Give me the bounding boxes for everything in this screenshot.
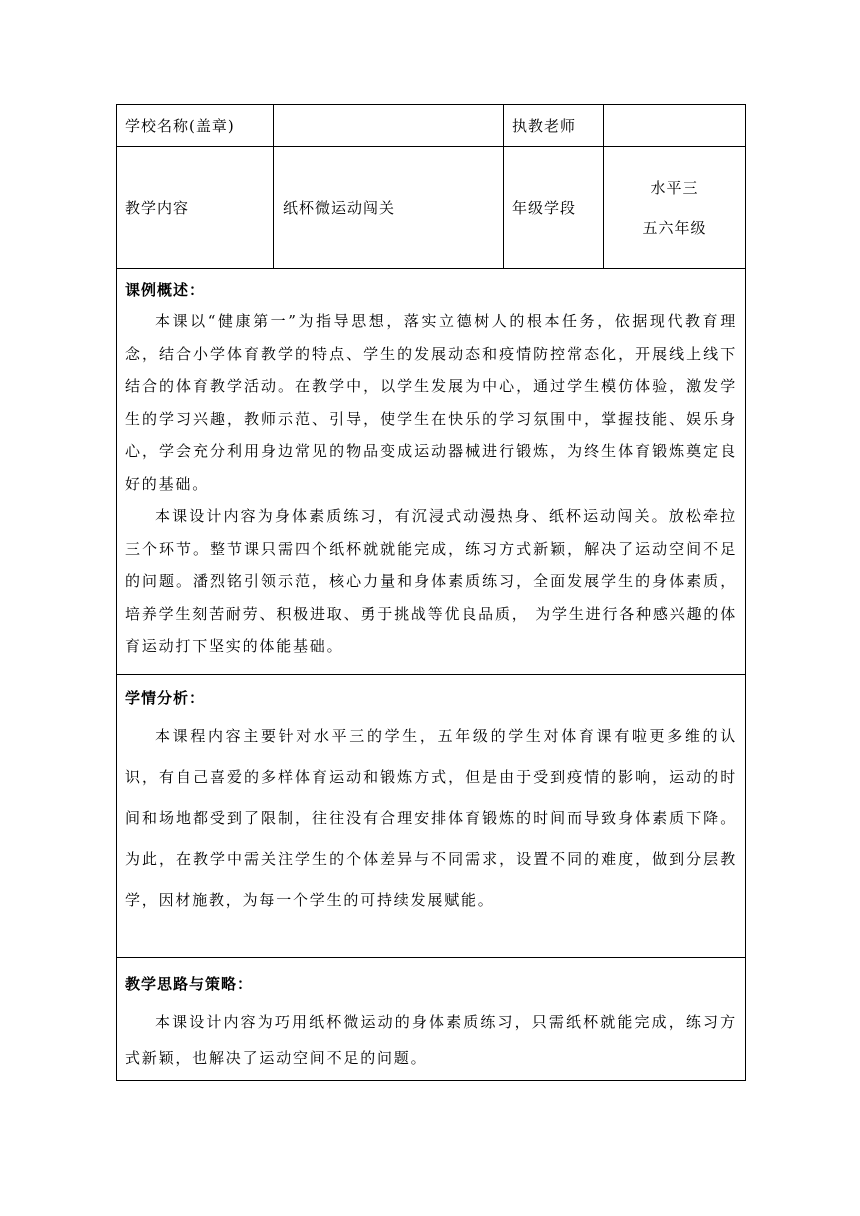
teaching-content-label: 教学内容 — [117, 147, 274, 269]
analysis-section — [117, 675, 746, 958]
school-name-label: 学校名称(盖章) — [117, 105, 274, 147]
teacher-value — [604, 105, 746, 147]
teaching-content-value: 纸杯微运动闯关 — [274, 147, 504, 269]
table-row — [117, 105, 746, 147]
section-title: 课例概述： — [125, 281, 206, 299]
grade-level-line: 五六年级 — [642, 218, 707, 237]
section-title: 教学思路与策略： — [125, 975, 254, 993]
grade-level-value — [604, 147, 746, 269]
grade-level-line: 水平三 — [650, 178, 699, 197]
paragraph: 本课设计内容为巧用纸杯微运动的身体素质练习，只需纸杯就能完成，练习方式新颖，也解决了运动空间不足的问题。 — [125, 1013, 737, 1067]
table-row — [117, 147, 746, 269]
school-name-value — [274, 105, 504, 147]
paragraph: 本课程内容主要针对水平三的学生，五年级的学生对体育课有啦更多维的认识，有自己喜爱的多样体育运动和锻炼方式，但是由于受到疫情的影响，运动的时间和场地都受到了限制，往往没有合理安排体育锻炼的时间而导致身体素质下降。为此，在教学中需关注学生的个体差异与不同需求，设置不同的难度，做到分层教学，因材施教，为每一个学生的可持续发展赋能。 — [125, 727, 737, 909]
table-row — [117, 958, 746, 1081]
overview-section — [117, 269, 746, 675]
grade-level-label: 年级学段 — [504, 147, 604, 269]
table-row — [117, 675, 746, 958]
teacher-label: 执教老师 — [504, 105, 604, 147]
section-title: 学情分析： — [125, 689, 206, 707]
paragraph: 本课设计内容为身体素质练习，有沉浸式动漫热身、纸杯运动闯关。放松牵拉三个环节。整节课只需四个纸杯就就能完成，练习方式新颖，解决了运动空间不足的问题。潘烈铭引领示范，核心力量和身体素质练习，全面发展学生的身体素质，培养学生刻苦耐劳、积极进取、勇于挑战等优良品质， 为学生进行各种感兴趣的体育运动打下坚实的体能基础。 — [125, 507, 737, 655]
strategy-section — [117, 958, 746, 1081]
table-row — [117, 269, 746, 675]
paragraph: 本课以“健康第一”为指导思想，落实立德树人的根本任务，依据现代教育理念，结合小学体育教学的特点、学生的发展动态和疫情防控常态化，开展线上线下结合的体育教学活动。在教学中，以学生发展为中心，通过学生模仿体验，激发学生的学习兴趣，教师示范、引导，使学生在快乐的学习氛围中，掌握技能、娱乐身心，学会充分利用身边常见的物品变成运动器械进行锻炼，为终生体育锻炼奠定良好的基础。 — [125, 312, 737, 493]
lesson-info-table — [116, 104, 746, 1081]
